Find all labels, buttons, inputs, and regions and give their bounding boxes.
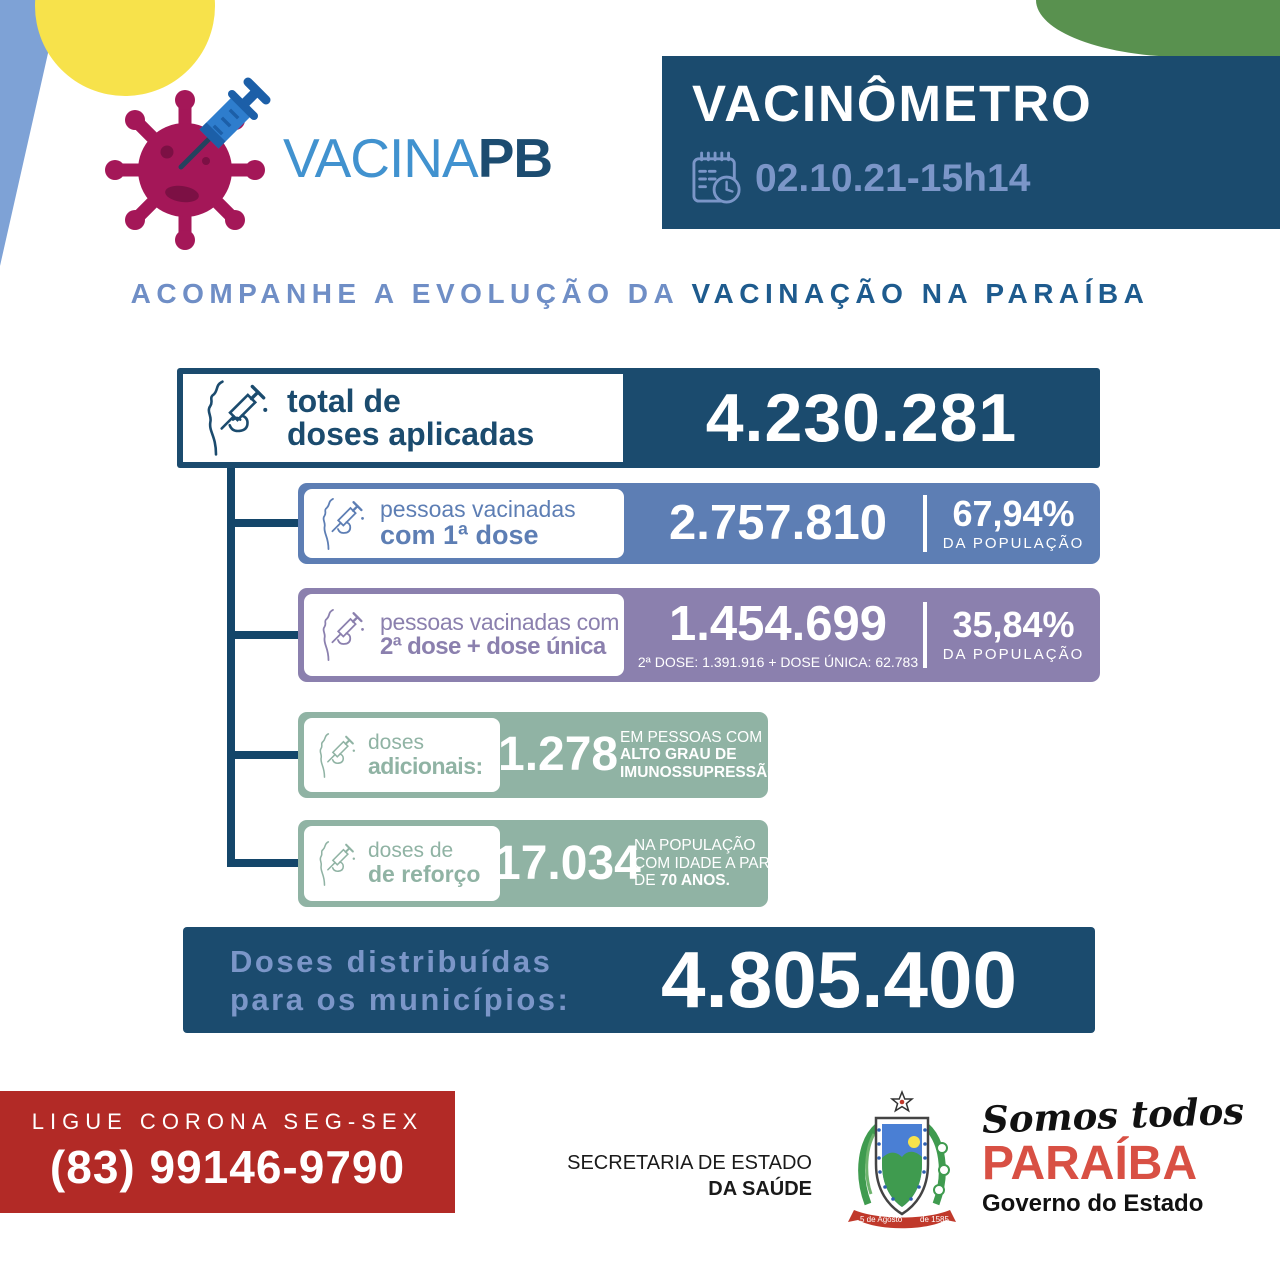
stat-note-line1: EM PESSOAS COM (620, 728, 763, 746)
hotline-label: LIGUE CORONA SEG-SEX (31, 1109, 424, 1134)
stat-label (380, 497, 576, 549)
stat-label-line1: pessoas vacinadas (380, 496, 576, 523)
stat-percent-caption: DA POPULAÇÃO (942, 534, 1085, 552)
stat-value-breakdown: 2ª DOSE: 1.391.916 + DOSE ÚNICA: 62.783 (637, 654, 919, 670)
stat-label-area (304, 489, 624, 558)
stat-note-line2: COM IDADE A PARTIR (634, 854, 795, 872)
distributed-label-line1: Doses distribuídas (230, 944, 553, 979)
stat-label-line1: pessoas vacinadas com (380, 609, 620, 636)
stat-value: 2.757.810 (669, 496, 887, 550)
virus-syringe-icon (85, 55, 300, 255)
stat-label-line2: de reforço (368, 861, 481, 888)
stat-label (368, 732, 483, 778)
stat-value: 1.454.699 (669, 597, 887, 651)
brand-logo (283, 126, 552, 190)
government-wordmark (981, 1088, 1245, 1218)
stat-label-line1: doses (368, 730, 425, 754)
page-title: VACINÔMETRO (692, 75, 1093, 132)
green-corner-shape (1036, 0, 1280, 57)
vaccination-arm-icon (314, 497, 372, 551)
stat-label (368, 840, 480, 886)
seal-ribbon-left: 5 de Agosto (860, 1215, 903, 1224)
stat-label-line2: 2ª dose + dose única (380, 633, 606, 661)
stat-percent-caption: DA POPULAÇÃO (942, 646, 1085, 663)
stat-note (634, 820, 795, 907)
calendar-clock-icon (692, 150, 742, 208)
stat-note-line3: IMUNOSSUPRESSÃO (620, 763, 780, 781)
gov-subtitle: Governo do Estado (982, 1190, 1204, 1217)
stat-total-label-line1: total de (287, 382, 401, 419)
stat-label-area (304, 594, 624, 676)
vaccination-arm-icon (314, 608, 372, 662)
stat-note-line3-bold: 70 ANOS. (659, 872, 730, 890)
stat-value: 1.278 (498, 728, 619, 781)
stat-label-area (304, 718, 500, 792)
gov-state-name: PARAÍBA (982, 1137, 1198, 1190)
distributed-value: 4.805.400 (661, 935, 1017, 1024)
stat-value-block (628, 588, 928, 682)
tree-branch-line (227, 519, 302, 527)
distributed-label-line2: para os municípios: (230, 981, 571, 1017)
secretary-line2: DA SAÚDE (708, 1178, 812, 1200)
stat-row-additional-doses (298, 712, 780, 798)
stat-value: 17.034 (494, 837, 641, 890)
hotline-banner (0, 1091, 455, 1213)
tree-branch-line (227, 751, 302, 759)
stat-note-line2: ALTO GRAU DE (620, 746, 737, 764)
subtitle (0, 278, 1280, 310)
header-datetime-row (692, 150, 1030, 208)
stat-label-line1: doses de (368, 839, 454, 863)
stat-distributed-doses (183, 927, 1095, 1033)
stat-total-value: 4.230.281 (705, 380, 1018, 456)
stat-note-line3 (634, 872, 795, 890)
stat-note-line1: NA POPULAÇÃO (634, 837, 756, 855)
brand-logo-vacina: VACINA (283, 127, 478, 189)
brand-logo-pb: PB (477, 127, 553, 189)
tree-branch-line (227, 859, 302, 867)
distributed-label (230, 943, 570, 1019)
stat-row-first-dose (298, 483, 1100, 564)
secretary-line1: SECRETARIA DE ESTADO (567, 1152, 812, 1174)
stat-total-doses (177, 368, 1100, 468)
vaccination-arm-icon (312, 840, 362, 887)
header-datetime: 02.10.21-15h14 (755, 157, 1031, 200)
secretary-caption (500, 1150, 812, 1202)
stat-label-area (304, 826, 500, 901)
vaccination-arm-icon (312, 732, 362, 779)
subtitle-dark: VACINAÇÃO NA PARAÍBA (691, 278, 1150, 309)
stat-percent: 35,84% (952, 604, 1075, 645)
vaccination-arm-icon (195, 379, 279, 457)
stat-total-label (287, 382, 535, 452)
stat-row-booster-doses (298, 820, 795, 907)
stat-label-line2: com 1ª dose (380, 520, 539, 551)
header-panel (662, 56, 1280, 229)
seal-ribbon-right: de 1585 (920, 1215, 949, 1224)
stat-label-line2: adicionais: (368, 752, 483, 779)
stat-note (620, 712, 779, 798)
paraiba-coat-of-arms (838, 1088, 966, 1238)
tree-branch-line (227, 631, 302, 639)
stat-total-label-area (183, 374, 623, 462)
stat-percent-block (927, 483, 1100, 564)
stat-label (380, 610, 619, 659)
gov-script-text: Somos todos (981, 1088, 1245, 1142)
stat-percent-block (927, 588, 1100, 682)
stat-percent: 67,94% (952, 492, 1075, 534)
stat-row-second-dose (298, 588, 1100, 682)
subtitle-light: ACOMPANHE A EVOLUÇÃO DA (130, 278, 692, 309)
stat-note-line3-prefix: DE (634, 872, 660, 890)
stat-total-label-line2: doses aplicadas (287, 416, 535, 452)
hotline-phone: (83) 99146-9790 (49, 1141, 406, 1193)
